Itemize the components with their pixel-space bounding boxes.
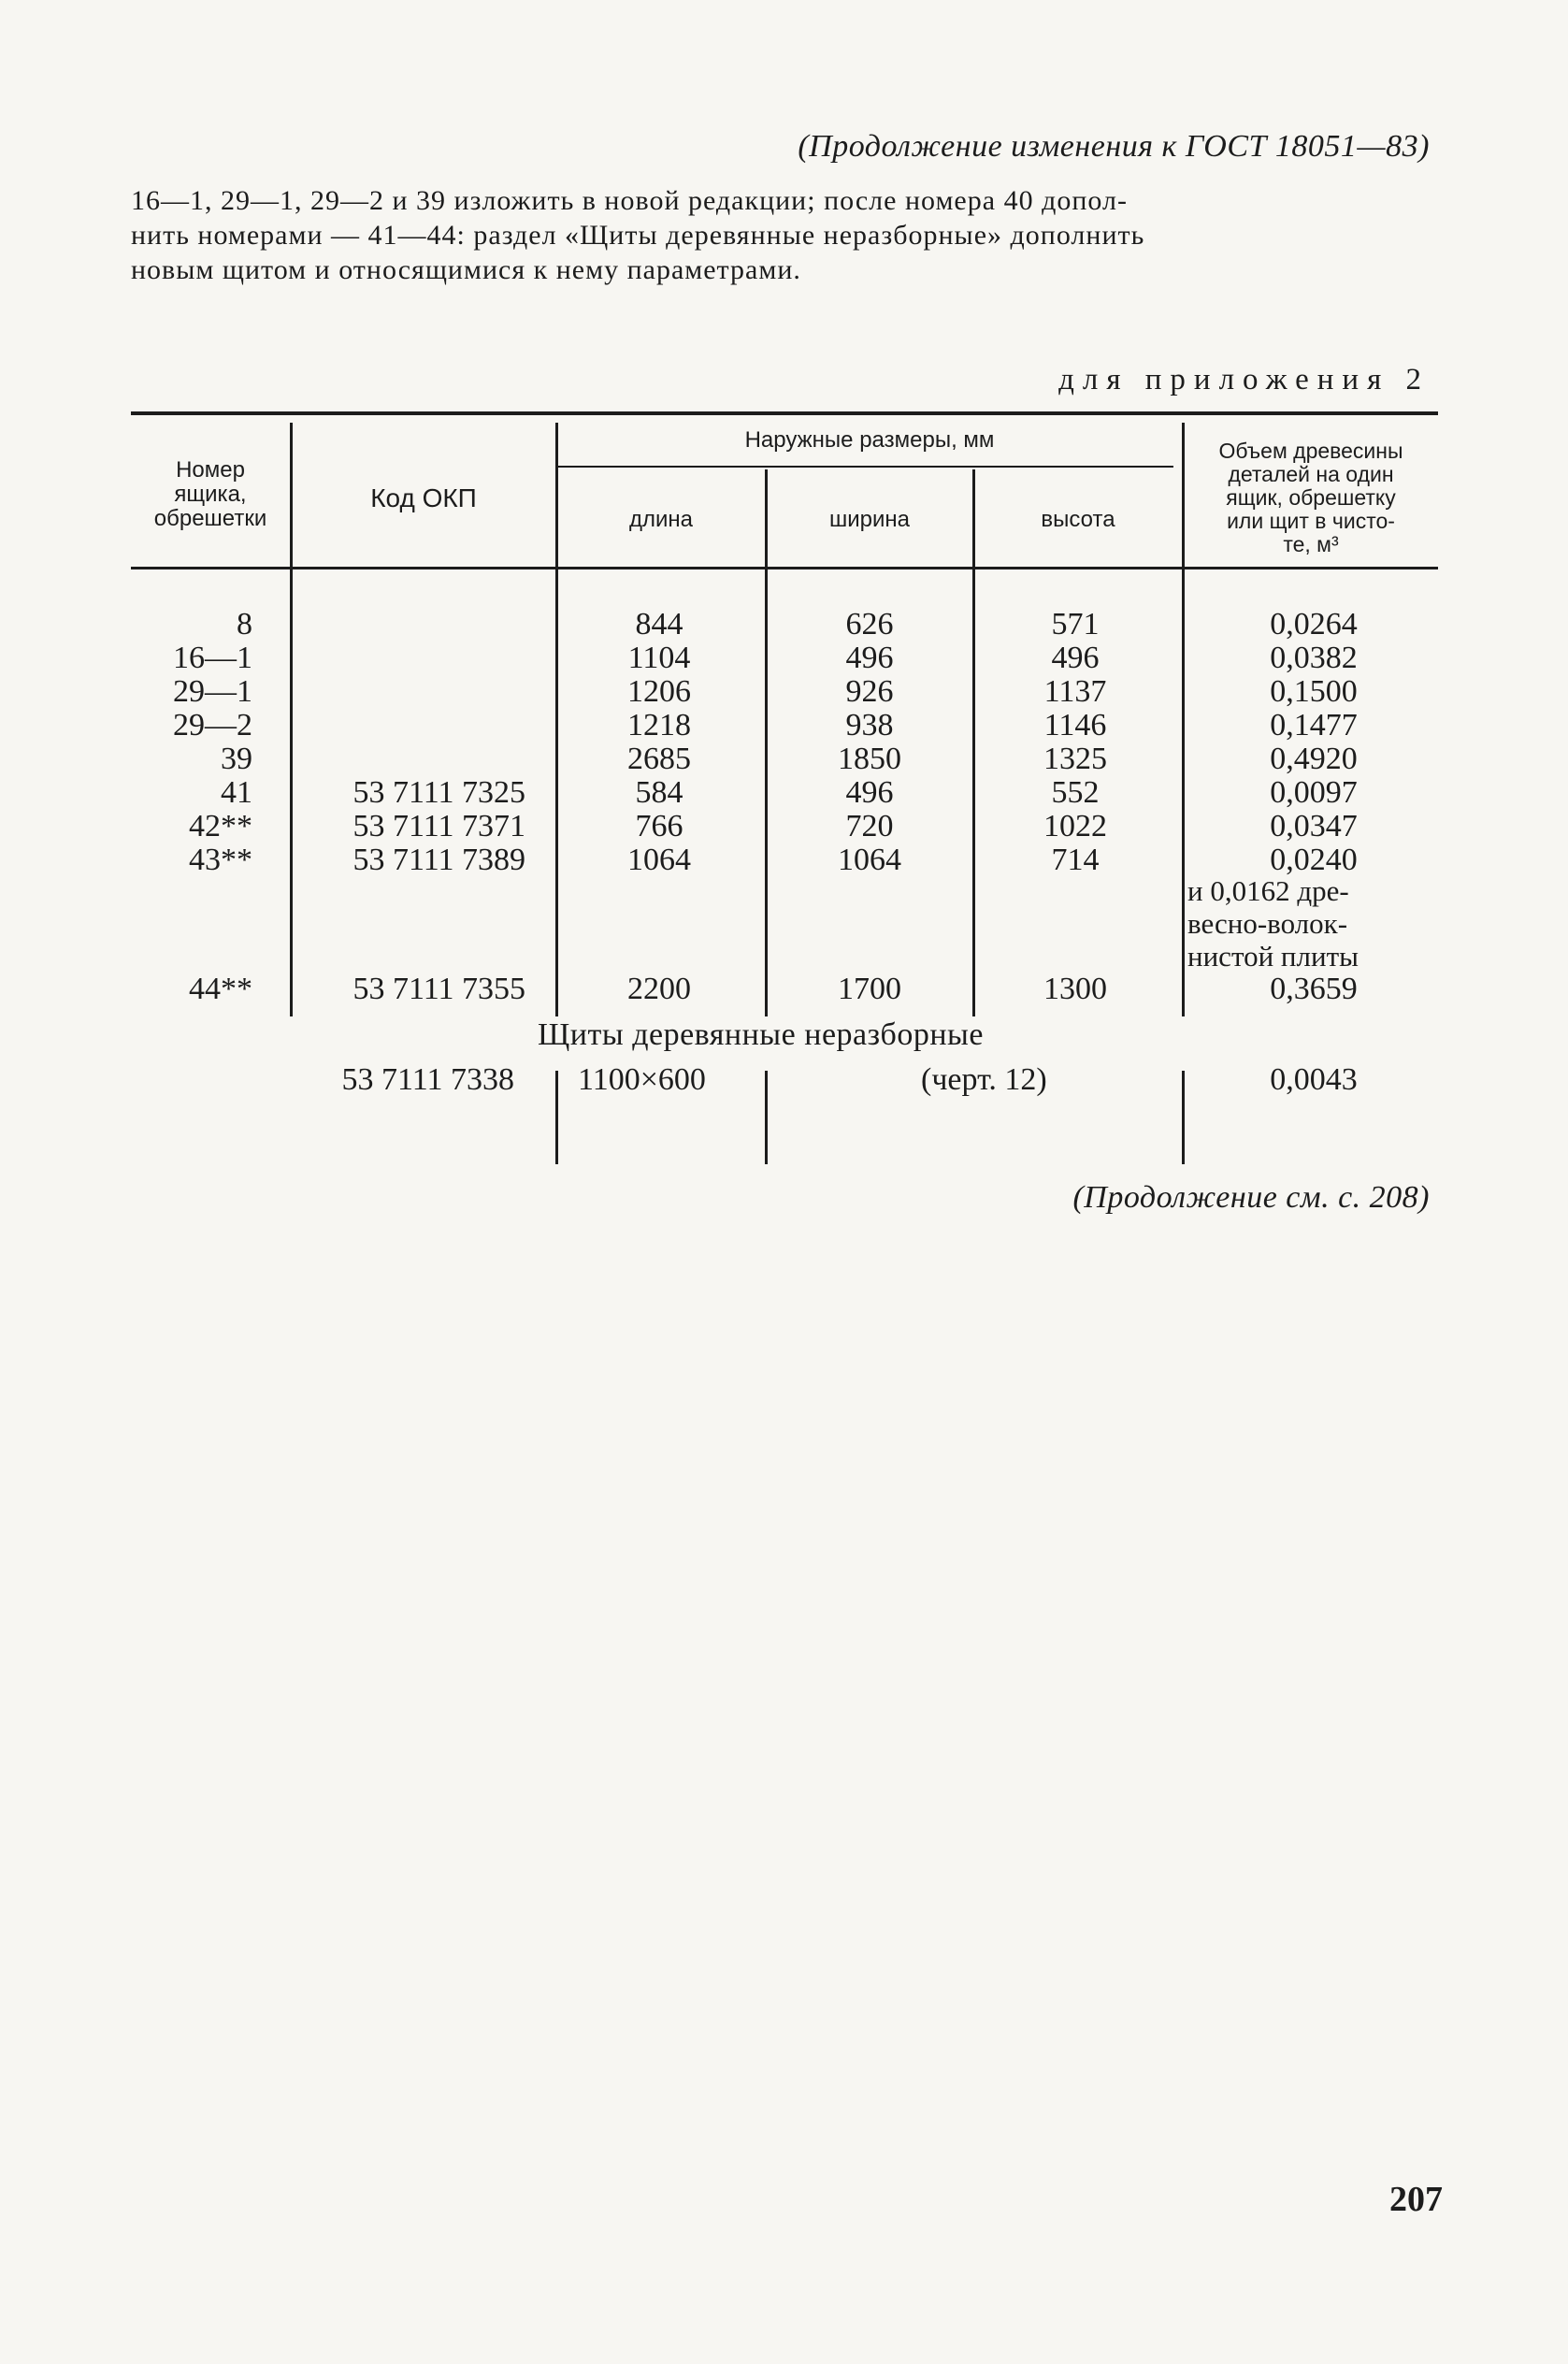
intro-line-3: новым щитом и относящимися к нему параметрами. bbox=[131, 254, 801, 285]
row-number: 16—1 bbox=[173, 641, 252, 675]
row-length: 1218 bbox=[627, 708, 691, 742]
shield-drawing: (черт. 12) bbox=[921, 1062, 1047, 1097]
header-width: ширина bbox=[828, 507, 910, 532]
section-title: Щиты деревянные неразборные bbox=[538, 1017, 984, 1052]
header-height: высота bbox=[1041, 507, 1115, 532]
row-43-note-line-1: и 0,0162 дре- bbox=[1187, 874, 1349, 907]
header-volume-line-2: деталей на один bbox=[1228, 462, 1394, 486]
row-width: 626 bbox=[845, 607, 894, 641]
appendix-label: для приложения 2 bbox=[1058, 363, 1430, 396]
row-number: 29—2 bbox=[173, 708, 252, 742]
row-number: 29—1 bbox=[173, 674, 252, 709]
row-length: 584 bbox=[635, 775, 683, 810]
row-width: 938 bbox=[845, 708, 894, 742]
row-code: 53 7111 7325 bbox=[352, 775, 525, 810]
header-code: Код ОКП bbox=[370, 483, 477, 512]
row-width: 1850 bbox=[838, 742, 901, 776]
row-height: 1137 bbox=[1043, 674, 1107, 709]
shield-code: 53 7111 7338 bbox=[341, 1062, 514, 1097]
header-outer-sizes: Наружные размеры, мм bbox=[744, 427, 995, 453]
row-length: 844 bbox=[635, 607, 683, 641]
row-height: 1300 bbox=[1043, 972, 1107, 1006]
row-length: 2200 bbox=[627, 972, 691, 1006]
row-width: 1700 bbox=[838, 972, 901, 1006]
header-bottom-rule bbox=[131, 567, 1438, 569]
row-volume: 0,0097 bbox=[1270, 775, 1358, 810]
row-code: 53 7111 7371 bbox=[352, 809, 525, 843]
row-length: 1064 bbox=[627, 843, 691, 877]
row-length: 1206 bbox=[627, 674, 691, 709]
shield-sep-2 bbox=[765, 1071, 768, 1164]
row-height: 1325 bbox=[1043, 742, 1107, 776]
row-width: 1064 bbox=[838, 843, 901, 877]
row-width: 926 bbox=[845, 674, 894, 709]
outer-size-subrule bbox=[556, 466, 1173, 468]
row-code: 53 7111 7355 bbox=[352, 972, 525, 1006]
row-height: 552 bbox=[1051, 775, 1100, 810]
row-43-note bbox=[1187, 874, 1440, 973]
row-number: 8 bbox=[237, 607, 252, 641]
header-number-line-3: обрешетки bbox=[153, 506, 267, 531]
row-length: 2685 bbox=[627, 742, 691, 776]
intro-line-1: 16—1, 29—1, 29—2 и 39 изложить в новой редакции; после номера 40 допол- bbox=[131, 185, 1128, 216]
row-height: 714 bbox=[1051, 843, 1100, 877]
row-volume: 0,1500 bbox=[1270, 674, 1358, 709]
row-volume: 0,0347 bbox=[1270, 809, 1358, 843]
intro-text bbox=[131, 183, 1435, 287]
row-43-note-line-3: нистой плиты bbox=[1187, 940, 1359, 973]
shield-volume: 0,0043 bbox=[1270, 1062, 1358, 1097]
header-volume-line-3: ящик, обрешетку bbox=[1226, 485, 1396, 510]
shield-sep-1 bbox=[555, 1071, 558, 1164]
row-volume: 0,0382 bbox=[1270, 641, 1358, 675]
row-code: 53 7111 7389 bbox=[352, 843, 525, 877]
col-sep-3 bbox=[765, 469, 768, 1016]
continuation-note: (Продолжение см. с. 208) bbox=[1072, 1180, 1430, 1215]
page-header: (Продолжение изменения к ГОСТ 18051—83) bbox=[798, 129, 1430, 164]
header-volume-line-4: или щит в чисто- bbox=[1227, 509, 1395, 533]
row-43-note-line-2: весно-волок- bbox=[1187, 907, 1348, 940]
header-number-line-1: Номер bbox=[176, 457, 245, 483]
row-number: 42** bbox=[189, 809, 252, 843]
header-number-line-2: ящика, bbox=[174, 482, 247, 507]
row-width: 720 bbox=[845, 809, 894, 843]
row-number: 44** bbox=[189, 972, 252, 1006]
row-height: 496 bbox=[1051, 641, 1100, 675]
col-sep-4 bbox=[972, 469, 975, 1016]
row-height: 571 bbox=[1051, 607, 1100, 641]
intro-line-2: нить номерами — 41—44: раздел «Щиты деревянные неразборные» дополнить bbox=[131, 220, 1145, 251]
header-volume-line-5: те, м³ bbox=[1283, 532, 1339, 556]
shield-size: 1100×600 bbox=[578, 1062, 706, 1097]
row-number: 41 bbox=[221, 775, 252, 810]
row-length: 766 bbox=[635, 809, 683, 843]
row-volume: 0,4920 bbox=[1270, 742, 1358, 776]
header-volume bbox=[1184, 440, 1438, 556]
header-length: длина bbox=[628, 507, 693, 532]
row-length: 1104 bbox=[627, 641, 691, 675]
row-number: 43** bbox=[189, 843, 252, 877]
col-sep-1 bbox=[290, 423, 293, 1016]
header-volume-line-1: Объем древесины bbox=[1218, 439, 1403, 463]
row-width: 496 bbox=[845, 641, 894, 675]
row-volume: 0,3659 bbox=[1270, 972, 1358, 1006]
table-top-rule bbox=[131, 411, 1438, 415]
shield-sep-3 bbox=[1182, 1071, 1185, 1164]
row-number: 39 bbox=[221, 742, 252, 776]
row-volume: 0,1477 bbox=[1270, 708, 1358, 742]
page-number: 207 bbox=[1389, 2180, 1443, 2219]
row-height: 1146 bbox=[1043, 708, 1107, 742]
header-number bbox=[131, 458, 290, 531]
row-height: 1022 bbox=[1043, 809, 1107, 843]
row-volume: 0,0240 bbox=[1270, 843, 1358, 877]
row-volume: 0,0264 bbox=[1270, 607, 1358, 641]
row-width: 496 bbox=[845, 775, 894, 810]
